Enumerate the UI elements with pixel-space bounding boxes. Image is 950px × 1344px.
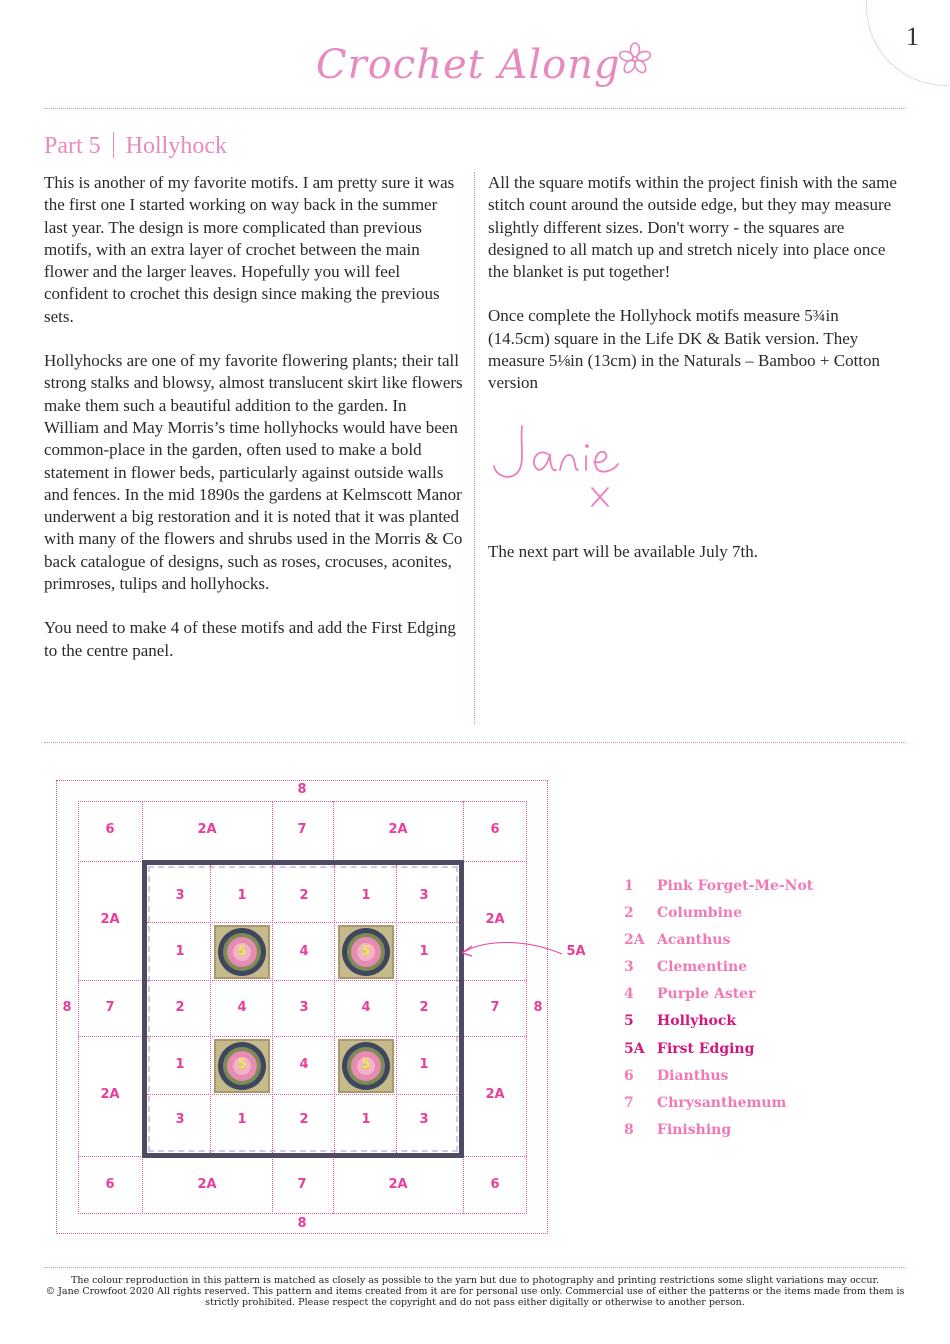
grid-line xyxy=(396,865,397,1153)
brand-logo xyxy=(316,36,656,106)
motif-label: 2A xyxy=(485,1087,505,1102)
section-divider xyxy=(44,742,906,743)
layout-diagram xyxy=(56,780,548,1234)
finishing-label: 8 xyxy=(533,1000,543,1015)
grid-line xyxy=(334,865,335,1153)
motif-label: 3 xyxy=(299,1000,309,1015)
motif-label: 4 xyxy=(299,944,309,959)
title-separator xyxy=(113,132,114,158)
motif-label: 1 xyxy=(175,944,185,959)
paragraph: Hollyhocks are one of my favorite flowering plants; their tall strong stalks and blowsy, almost translucent skirt like flowers make them such a beautiful addition to the garden. In William and May Morris’s time hollyhocks would have been common-place in the garden, often used to make a bold statement in flower beds, particularly against outside walls and fences. In the mid 1890s the gardens at Kelmscott Manor underwent a big restoration and it is noted that it was planted with many of the flowers and shrubs used in the Morris & Co back catalogue of designs, such as roses, crocuses, aconites, primroses, tulips and hollyhocks. xyxy=(44,351,463,594)
motif-label: 1 xyxy=(361,888,371,903)
footer-line: © Jane Crowfoot 2020 All rights reserved. This pattern and items created from it are for personal use only. Commercial use of either the patterns or the items made from them is strictly prohibited. Please respect the copyright and do not pass either digitally or otherwise to another person. xyxy=(45,1286,905,1308)
next-part-note: The next part will be available July 7th. xyxy=(488,542,759,561)
grid-line xyxy=(147,1036,459,1037)
page-title xyxy=(44,132,227,160)
motif-label: 1 xyxy=(175,1057,185,1072)
grid-line xyxy=(210,865,211,1153)
grid-line xyxy=(463,801,464,861)
motif-label: 6 xyxy=(105,822,115,837)
motif-label: 1 xyxy=(361,1112,371,1127)
motif-label: 6 xyxy=(490,1177,500,1192)
motif-label: 7 xyxy=(105,1000,115,1015)
grid-line xyxy=(147,1094,459,1095)
motif-name: Hollyhock xyxy=(125,133,227,159)
grid-line xyxy=(272,801,273,861)
footer-divider xyxy=(44,1267,906,1268)
paragraph: You need to make 4 of these motifs and add the First Edging to the centre panel. xyxy=(44,618,456,660)
motif-label: 4 xyxy=(237,1000,247,1015)
grid-line xyxy=(272,865,273,1153)
motif-label: 5 xyxy=(237,944,247,959)
motif-label: 7 xyxy=(297,1177,307,1192)
copyright-footer xyxy=(44,1275,906,1308)
grid-line xyxy=(272,1156,273,1214)
motif-label: 2A xyxy=(485,912,505,927)
column-divider xyxy=(474,172,475,724)
motif-label: 2A xyxy=(197,1177,217,1192)
motif-label: 2 xyxy=(299,888,309,903)
grid-line xyxy=(147,980,459,981)
grid-line xyxy=(333,1156,334,1214)
paragraph: This is another of my favorite motifs. I am pretty sure it was the first one I started working on way back in the summer last year. The design is more complicated than previous motifs, with an extra layer of crochet between the main flower and the larger leaves. Hopefully you will feel confident to crochet this design since making the previous sets. xyxy=(44,173,455,326)
motif-label: 2A xyxy=(388,1177,408,1192)
grid-line xyxy=(142,801,143,861)
footer-line: The colour reproduction in this pattern is matched as closely as possible to the yarn but due to photography and printing restrictions some slight variations may occur. xyxy=(71,1275,879,1286)
motif-label: 1 xyxy=(419,1057,429,1072)
motif-label: 4 xyxy=(361,1000,371,1015)
grid-line xyxy=(463,1156,464,1214)
motif-label: 2A xyxy=(100,1087,120,1102)
motif-label: 1 xyxy=(419,944,429,959)
finishing-label: 8 xyxy=(62,1000,72,1015)
motif-label: 4 xyxy=(299,1057,309,1072)
motif-label: 5 xyxy=(237,1057,247,1072)
left-column xyxy=(44,172,464,684)
flower-icon xyxy=(618,42,652,76)
grid-line xyxy=(147,922,459,923)
signature xyxy=(486,416,656,516)
motif-label: 2A xyxy=(100,912,120,927)
paragraph: Once complete the Hollyhock motifs measure 5¾in (14.5cm) square in the Life DK & Batik version. They measure 5⅛in (13cm) in the Naturals – Bamboo + Cotton version xyxy=(488,306,881,393)
part-number: Part 5 xyxy=(44,133,101,159)
motif-label: 3 xyxy=(419,1112,429,1127)
motif-label: 5 xyxy=(361,944,371,959)
motif-label: 7 xyxy=(297,822,307,837)
page-number: 1 xyxy=(906,22,919,51)
grid-line xyxy=(142,1156,143,1214)
motif-label: 6 xyxy=(490,822,500,837)
finishing-label: 8 xyxy=(297,782,307,797)
motif-label: 6 xyxy=(105,1177,115,1192)
edging-callout-label: 5A xyxy=(566,944,586,959)
motif-label: 2A xyxy=(388,822,408,837)
motif-label: 2 xyxy=(419,1000,429,1015)
motif-label: 2 xyxy=(299,1112,309,1127)
right-column xyxy=(488,172,900,417)
motif-label: 1 xyxy=(237,888,247,903)
motif-label: 2 xyxy=(175,1000,185,1015)
motif-label: 1 xyxy=(237,1112,247,1127)
grid-line xyxy=(333,801,334,861)
motif-label: 7 xyxy=(490,1000,500,1015)
motif-label: 5 xyxy=(361,1057,371,1072)
header-divider xyxy=(44,108,906,109)
motif-label: 3 xyxy=(175,1112,185,1127)
motif-label: 3 xyxy=(175,888,185,903)
paragraph: All the square motifs within the project finish with the same stitch count around the outside edge, but they may measure slightly different sizes. Don't worry - the squares are designed to all match up and stretch nicely into place once the blanket is put together! xyxy=(488,173,897,282)
motif-label: 3 xyxy=(419,888,429,903)
brand-title: Crochet Along xyxy=(316,42,621,88)
finishing-label: 8 xyxy=(297,1216,307,1231)
motif-label: 2A xyxy=(197,822,217,837)
